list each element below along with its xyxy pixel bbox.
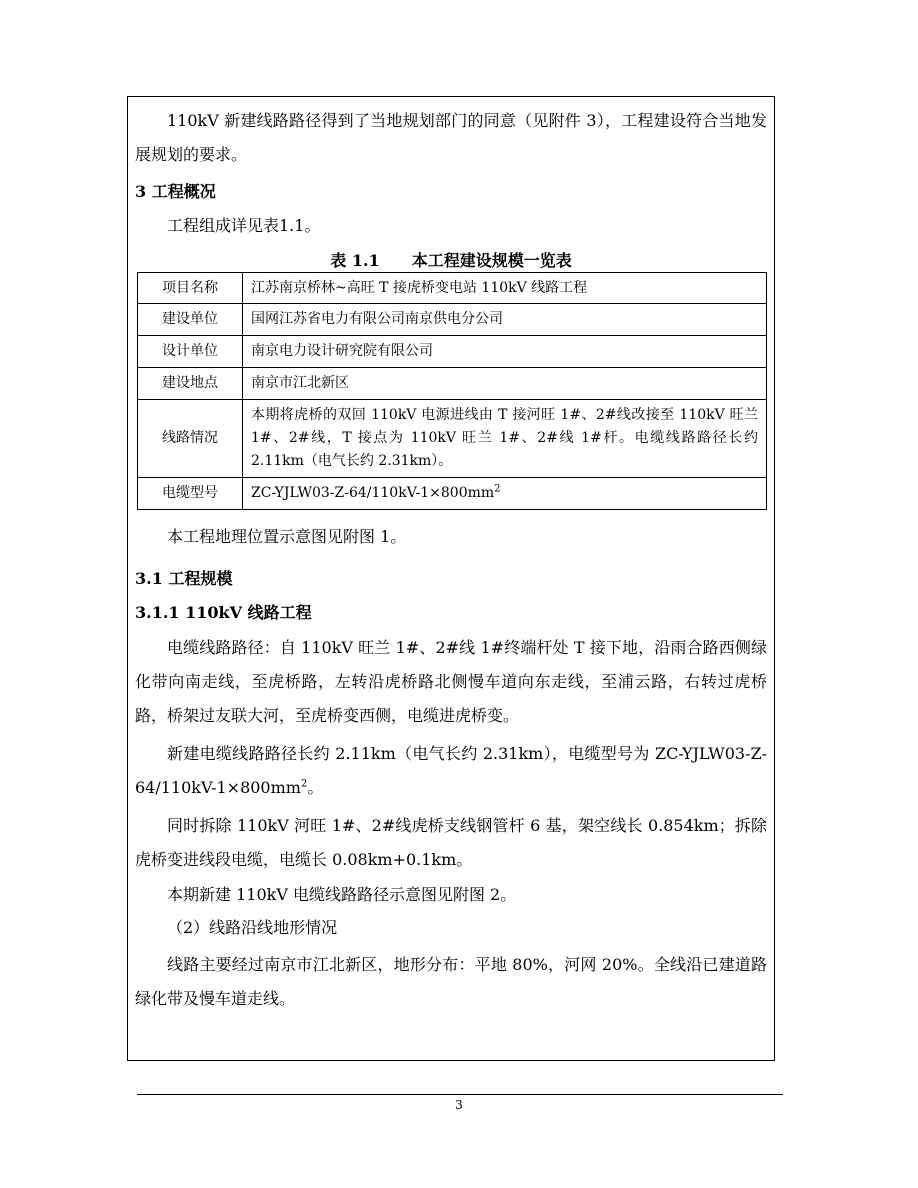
intro-paragraph: 110kV 新建线路路径得到了当地规划部门的同意（见附件 3），工程建设符合当地发展规划的要求。 <box>135 111 767 164</box>
route-paragraph: 电缆线路路径：自 110kV 旺兰 1#、2#线 1#终端杆处 T 接下地，沿雨合路西侧绿化带向南走线，至虎桥路，左转沿虎桥路北侧慢车道向东走线，至浦云路，右转过虎桥路，桥架过友联大河，至虎桥变西侧，电缆进虎桥变。 <box>135 638 767 725</box>
table-key-cell: 建设地点 <box>138 368 243 400</box>
table-row <box>138 336 767 368</box>
section-3-1-heading: 3.1 工程规模 <box>135 569 233 588</box>
table-value-cell: 国网江苏省电力有限公司南京供电分公司 <box>243 304 767 336</box>
table-key-cell: 电缆型号 <box>138 478 243 510</box>
table-reference-text: 工程组成详见表1.1。 <box>167 216 321 235</box>
table-caption: 表 1.1 本工程建设规模一览表 <box>330 251 572 270</box>
superscript: 2 <box>300 778 308 790</box>
table-key-cell: 建设单位 <box>138 304 243 336</box>
dismantle-paragraph: 同时拆除 110kV 河旺 1#、2#线虎桥支线钢管杆 6 基，架空线长 0.854km；拆除虎桥变进线段电缆，电缆长 0.08km+0.1km。 <box>135 816 767 869</box>
table-key-cell: 线路情况 <box>138 400 243 478</box>
cable-model-text: ZC-YJLW03-Z-64/110kV-1×800mm <box>251 485 495 501</box>
table-row <box>138 273 767 304</box>
footer-divider <box>137 1094 783 1095</box>
table-key-cell: 项目名称 <box>138 273 243 304</box>
table-row <box>138 400 767 478</box>
terrain-paragraph: 线路主要经过南京市江北新区，地形分布：平地 80%，河网 20%。全线沿已建道路绿化带及慢车道走线。 <box>135 955 767 1008</box>
table-value-cell: 本期将虎桥的双回 110kV 电源进线由 T 接河旺 1#、2#线改接至 110kV 旺兰 1#、2#线，T 接点为 110kV 旺兰 1#、2#线 1#杆。电缆线路路径长约 2.11km（电气长约 2.31km）。 <box>243 400 767 478</box>
project-scale-table <box>137 272 767 510</box>
location-map-reference: 本工程地理位置示意图见附图 1。 <box>167 527 407 546</box>
table-value-cell <box>243 478 767 510</box>
length-paragraph <box>135 737 767 805</box>
table-row <box>138 368 767 400</box>
length-paragraph-text: 新建电缆线路路径长约 2.11km（电气长约 2.31km），电缆型号为 ZC-YJLW03-Z-64/110kV-1×800mm <box>135 744 767 797</box>
table-row <box>138 304 767 336</box>
table-row <box>138 478 767 510</box>
length-paragraph-end: 。 <box>307 778 324 797</box>
table-key-cell: 设计单位 <box>138 336 243 368</box>
superscript: 2 <box>494 483 501 495</box>
table-value-cell: 南京电力设计研究院有限公司 <box>243 336 767 368</box>
section-3-heading: 3 工程概况 <box>135 182 216 201</box>
route-map-reference: 本期新建 110kV 电缆线路路径示意图见附图 2。 <box>167 885 517 904</box>
section-3-1-1-heading: 3.1.1 110kV 线路工程 <box>135 603 312 622</box>
table-value-cell: 江苏南京桥林~高旺 T 接虎桥变电站 110kV 线路工程 <box>243 273 767 304</box>
table-value-cell: 南京市江北新区 <box>243 368 767 400</box>
page-number: 3 <box>455 1098 463 1112</box>
terrain-item-heading: （2）线路沿线地形情况 <box>167 918 338 937</box>
